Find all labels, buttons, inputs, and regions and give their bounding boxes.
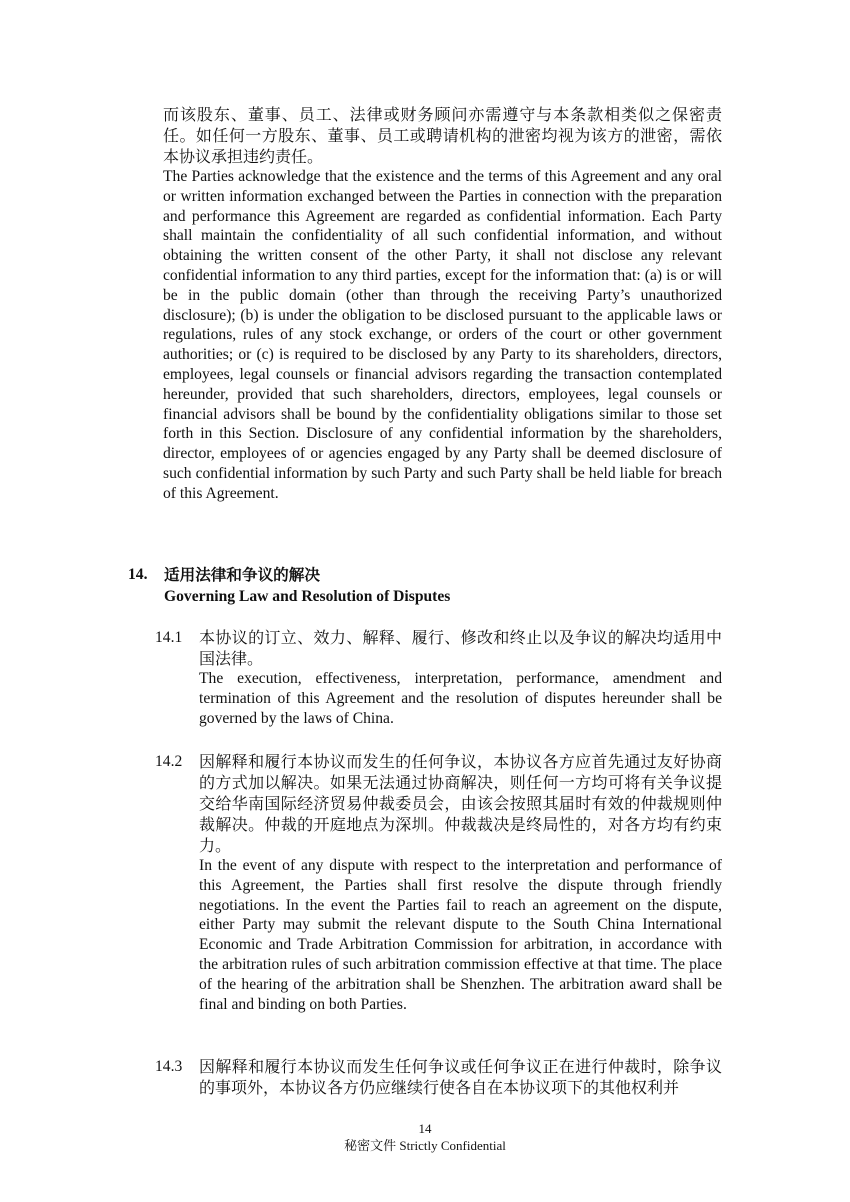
page-number: 14 [418, 1121, 432, 1136]
clause-chinese-text: 因解释和履行本协议而发生的任何争议，本协议各方应首先通过友好协商的方式加以解决。如果无法通过协商解决，则任何一方均可将有关争议提交给华南国际经济贸易仲裁委员会，由该会按照其届时有效的仲裁规则仲裁解决。仲裁的开庭地点为深圳。仲裁裁决是终局性的，对各方均有约束力。 [199, 752, 722, 855]
clause-number: 14.1 [155, 629, 183, 646]
clause-number: 14.2 [155, 753, 183, 770]
clause-english-text: In the event of any dispute with respect to the interpretation and performance of this Agreement, the Parties shall first resolve the dispute through friendly negotiations. In the event the Parties fail to reach an agreement on the dispute, either Party may submit the relevant dispute to the South China International Economic and Trade Arbitration Commission for arbitration, in accordance with the arbitration rules of such arbitration commission effective at that time. The place of the hearing of the arbitration shall be Shenzhen. The arbitration award shall be final and binding on both Parties. [199, 857, 722, 1013]
confidential-footer: 秘密文件 Strictly Confidential [344, 1138, 506, 1153]
clause-number: 14.3 [155, 1058, 183, 1075]
clause-chinese-text: 本协议的订立、效力、解释、履行、修改和终止以及争议的解决均适用中国法律。 [199, 628, 722, 668]
section-title-english: Governing Law and Resolution of Disputes [164, 588, 451, 605]
clause-body [199, 751, 722, 1014]
clause-body [199, 627, 722, 728]
clause-english-text: The execution, effectiveness, interpretation, performance, amendment and termination of this Agreement and the resolution of disputes hereunder shall be governed by the laws of China. [199, 670, 722, 727]
section-title-chinese: 适用法律和争议的解决 [164, 565, 320, 584]
clause-chinese-text: 因解释和履行本协议而发生任何争议或任何争议正在进行仲裁时，除争议的事项外，本协议各方仍应继续行使各自在本协议项下的其他权利并 [199, 1057, 722, 1097]
confidentiality-continuation [163, 104, 722, 504]
intro-english-paragraph: The Parties acknowledge that the existence and the terms of this Agreement and any oral or written information exchanged between the Parties in connection with the preparation and performance this Agreement are regarded as confidential information. Each Party shall maintain the confidentiality of all such confidential information, and without obtaining the written consent of the other Party, it shall not disclose any relevant confidential information to any third parties, except for the information that: (a) is or will be in the public domain (other than through the receiving Party’s unauthorized disclosure); (b) is under the obligation to be disclosed pursuant to the applicable laws or regulations, rules of any stock exchange, or orders of the court or other government authorities; or (c) is required to be disclosed by any Party to its shareholders, directors, employees, legal counsels or financial advisors regarding the transaction contemplated hereunder, provided that such shareholders, directors, employees, legal counsels or financial advisors shall be bound by the confidentiality obligations similar to those set forth in this Section. Disclosure of any confidential information by the shareholders, director, employees of or agencies engaged by any Party shall be deemed disclosure of such confidential information by such Party and such Party shall be held liable for breach of this Agreement. [163, 168, 722, 502]
intro-chinese-paragraph: 而该股东、董事、员工、法律或财务顾问亦需遵守与本条款相类似之保密责任。如任何一方股东、董事、员工或聘请机构的泄密均视为该方的泄密，需依本协议承担违约责任。 [163, 105, 722, 166]
clause-body [199, 1056, 722, 1098]
section-number: 14. [128, 566, 148, 583]
